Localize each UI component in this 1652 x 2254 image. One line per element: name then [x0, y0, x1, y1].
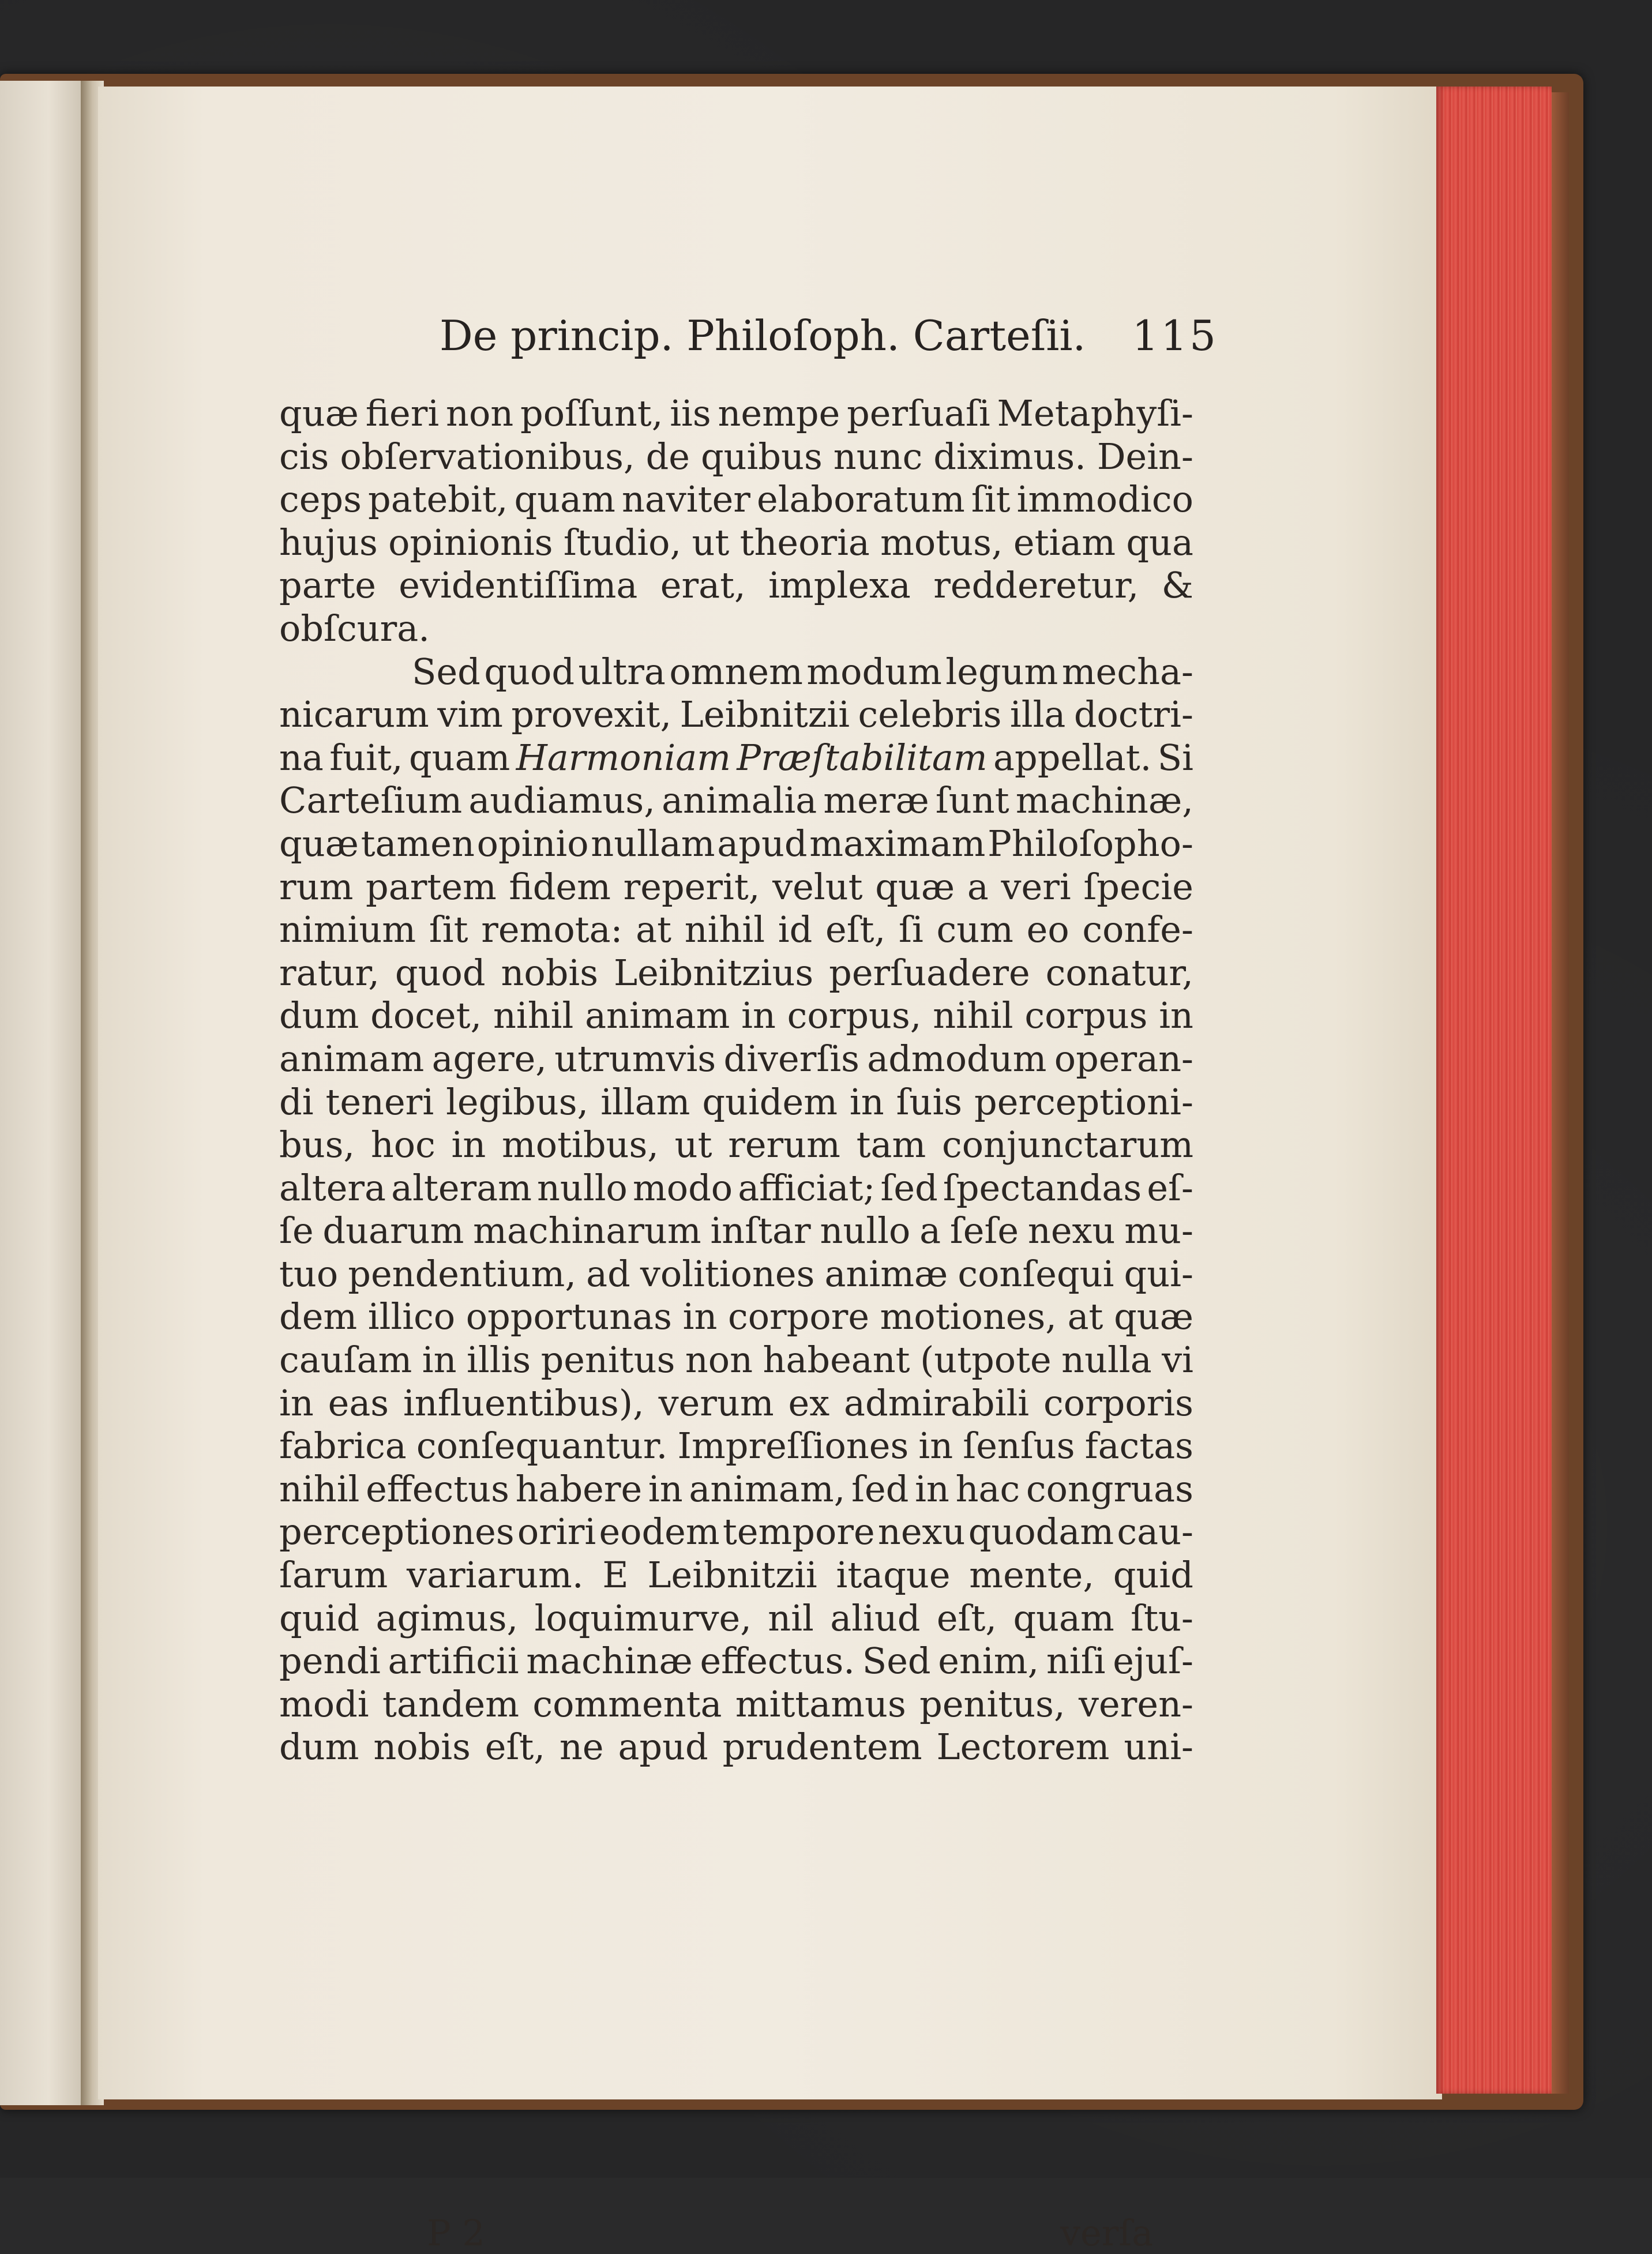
- text-line: [279, 866, 1193, 909]
- word: ut: [692, 521, 730, 564]
- word: ſit: [971, 478, 1011, 521]
- word: rum: [279, 865, 354, 908]
- word: opinio: [476, 822, 589, 865]
- word: niſi: [1046, 1640, 1106, 1682]
- word: quod: [395, 951, 486, 994]
- word: dem: [279, 1295, 358, 1338]
- word: audiamus,: [468, 779, 655, 822]
- word: tempore: [722, 1511, 875, 1553]
- word: implexa: [768, 564, 911, 607]
- word: nil: [768, 1596, 814, 1639]
- word: animæ: [824, 1252, 948, 1295]
- text-line: [279, 1124, 1193, 1167]
- word: perceptioni-: [974, 1080, 1193, 1123]
- text-line: [279, 478, 1193, 521]
- text-line: [279, 1382, 1193, 1425]
- word: E: [602, 1554, 629, 1596]
- word: corporis: [1043, 1381, 1193, 1424]
- word: quid: [279, 1596, 360, 1639]
- word: ſit: [429, 908, 468, 951]
- word: a: [967, 865, 989, 908]
- word: uni-: [1124, 1726, 1193, 1768]
- word: enim,: [938, 1640, 1039, 1682]
- word: mu-: [1124, 1209, 1193, 1252]
- text-line: [279, 952, 1193, 995]
- word: ſi: [899, 908, 923, 951]
- word: perceptiones: [279, 1511, 515, 1553]
- word: illam: [600, 1080, 690, 1123]
- word: machinæ: [526, 1640, 693, 1682]
- text-line: [279, 1726, 1193, 1769]
- word: eſt,: [825, 908, 886, 951]
- text-line: [279, 1038, 1193, 1081]
- word: tuo: [279, 1252, 339, 1295]
- word: fidem: [509, 865, 611, 908]
- word: rerum: [728, 1124, 840, 1166]
- word: Metaphyſi-: [997, 392, 1193, 434]
- word: fieri: [365, 392, 440, 434]
- word: oriri: [517, 1511, 596, 1553]
- text-line: [279, 1209, 1193, 1253]
- word: na: [279, 736, 324, 779]
- word: inſtar: [710, 1209, 811, 1252]
- word: in: [451, 1124, 486, 1166]
- word: nihil: [279, 1467, 360, 1510]
- word: ad: [586, 1252, 630, 1295]
- word: quam: [408, 736, 510, 779]
- text-line: [279, 1253, 1193, 1296]
- word: theoria: [739, 521, 870, 564]
- word: teneri: [325, 1080, 434, 1123]
- word: evidentiſſima: [399, 564, 638, 607]
- word: in: [648, 1467, 683, 1510]
- word: obſcura.: [279, 607, 430, 649]
- word: variarum.: [407, 1554, 584, 1596]
- word: nexu: [877, 1511, 966, 1553]
- word: ſeſe: [949, 1209, 1019, 1252]
- word: nihil: [933, 994, 1013, 1037]
- word: animam,: [689, 1467, 846, 1510]
- word: erat,: [660, 564, 746, 607]
- text-line: [279, 908, 1193, 952]
- word: redderetur,: [933, 564, 1139, 607]
- word: legum: [945, 650, 1058, 693]
- word: ut: [674, 1124, 712, 1166]
- word: nihil: [493, 994, 574, 1037]
- left-page-edge: [0, 81, 82, 2105]
- word: remota:: [481, 908, 623, 951]
- word: ſed: [851, 1467, 909, 1510]
- word: modi: [279, 1682, 369, 1725]
- word: confe-: [1082, 908, 1193, 951]
- word: congruas: [1026, 1467, 1193, 1510]
- word: ſpectandas: [943, 1166, 1142, 1209]
- word: quod: [484, 650, 575, 693]
- word: loquimurve,: [534, 1596, 752, 1639]
- word: mittamus: [735, 1682, 906, 1725]
- catchword: verſa: [1060, 2212, 1154, 2254]
- word: cauſam: [279, 1339, 412, 1381]
- word: nexu: [1027, 1209, 1116, 1252]
- text-line: [279, 1554, 1193, 1597]
- word: cis: [279, 435, 329, 478]
- word: naviter: [621, 478, 750, 521]
- word: hujus: [279, 521, 378, 564]
- word: Carteſium: [279, 779, 463, 822]
- word: machinarum: [473, 1209, 701, 1252]
- text-line: [279, 521, 1193, 565]
- word: ejuſ-: [1113, 1640, 1193, 1682]
- word: &: [1161, 564, 1193, 607]
- word: id: [778, 908, 813, 951]
- word: habeant: [763, 1339, 910, 1381]
- word: in: [915, 1467, 949, 1510]
- word: iis: [670, 392, 711, 434]
- text-line: [279, 435, 1193, 479]
- word: quodam: [968, 1511, 1114, 1553]
- word: mente,: [969, 1554, 1095, 1596]
- word: ratur,: [279, 951, 380, 994]
- word: conſequantur.: [416, 1425, 668, 1467]
- word: agere,: [431, 1037, 547, 1080]
- word: factas: [1084, 1425, 1193, 1467]
- word: eodem: [599, 1511, 720, 1553]
- word: admirabili: [844, 1381, 1030, 1424]
- word: illis: [467, 1339, 531, 1381]
- text-line: [279, 693, 1193, 737]
- word: Leibnitzius: [613, 951, 814, 994]
- word: diximus.: [933, 435, 1086, 478]
- word: utrumvis: [554, 1037, 716, 1080]
- word: vim: [437, 693, 503, 736]
- word: non: [446, 392, 514, 434]
- word: at: [1067, 1295, 1103, 1338]
- word: reperit,: [623, 865, 760, 908]
- word: Præſtabilitam: [737, 736, 988, 779]
- word: nullo: [537, 1166, 628, 1209]
- word: afficiat;: [738, 1166, 876, 1209]
- word: nunc: [833, 435, 923, 478]
- running-header: [440, 311, 1218, 375]
- word: perſuadere: [829, 951, 1030, 994]
- word: veren-: [1079, 1682, 1193, 1725]
- word: altera: [279, 1166, 386, 1209]
- word: corpus,: [787, 994, 922, 1037]
- word: animam: [585, 994, 730, 1037]
- word: quæ: [875, 865, 955, 908]
- word: perſuaſi: [847, 392, 990, 434]
- word: quæ: [279, 392, 359, 434]
- word: diverſis: [723, 1037, 859, 1080]
- word: penitus: [540, 1339, 675, 1381]
- word: dum: [279, 994, 359, 1037]
- word: alteram: [391, 1166, 532, 1209]
- word: influentibus),: [403, 1381, 644, 1424]
- cover-edge: [1552, 92, 1569, 2094]
- word: Philoſopho-: [988, 822, 1193, 865]
- word: quam: [514, 478, 615, 521]
- word: Lectorem: [936, 1726, 1110, 1768]
- word: admodum: [867, 1037, 1047, 1080]
- word: ſpecie: [1083, 865, 1193, 908]
- word: doctri-: [1073, 693, 1193, 736]
- word: fuit,: [329, 736, 403, 779]
- word: verum: [658, 1381, 774, 1424]
- word: Sed: [862, 1640, 931, 1682]
- word: corpore: [727, 1295, 870, 1338]
- word: etiam: [1013, 521, 1116, 564]
- word: nobis: [501, 951, 599, 994]
- word: in: [422, 1339, 457, 1381]
- word: nihil: [684, 908, 765, 951]
- word: apud: [717, 822, 808, 865]
- word: omnem: [669, 650, 803, 693]
- word: nullo: [820, 1209, 911, 1252]
- text-line: [279, 607, 1193, 651]
- word: ſed: [880, 1166, 938, 1209]
- text-line: [279, 564, 1193, 607]
- word: conjunctarum: [941, 1124, 1193, 1166]
- word: duarum: [322, 1209, 464, 1252]
- text-line: [279, 1425, 1193, 1468]
- word: non: [685, 1339, 753, 1381]
- text-line: [279, 1468, 1193, 1511]
- word: itaque: [836, 1554, 951, 1596]
- word: aliud: [830, 1596, 921, 1639]
- word: quidem: [702, 1080, 838, 1123]
- text-line: [279, 737, 1193, 780]
- word: operan-: [1054, 1037, 1193, 1080]
- word: quibus: [700, 435, 823, 478]
- word: ex: [788, 1381, 830, 1424]
- word: in: [849, 1080, 884, 1123]
- word: ceps: [279, 478, 362, 521]
- word: vi: [1162, 1339, 1193, 1381]
- word: qua: [1126, 521, 1193, 564]
- word: modum: [806, 650, 942, 693]
- word: parte: [279, 564, 376, 607]
- word: in: [1159, 994, 1193, 1037]
- signature-mark: P 2: [427, 2212, 485, 2254]
- word: in: [741, 994, 776, 1037]
- text-line: [279, 651, 1193, 694]
- word: motibus,: [501, 1124, 659, 1166]
- word: dum: [279, 1726, 359, 1768]
- word: ſe: [279, 1209, 314, 1252]
- word: hac: [955, 1467, 1020, 1510]
- word: opportunas: [465, 1295, 672, 1338]
- word: eo: [1026, 908, 1069, 951]
- word: opinionis: [388, 521, 553, 564]
- word: eſ-: [1147, 1166, 1193, 1209]
- word: nempe: [718, 392, 840, 434]
- word: Harmoniam: [516, 736, 731, 779]
- word: a: [919, 1209, 941, 1252]
- text-line: [279, 1683, 1193, 1726]
- word: provexit,: [511, 693, 672, 736]
- word: motus,: [880, 521, 1003, 564]
- word: veri: [1001, 865, 1071, 908]
- red-page-edges: [1436, 87, 1552, 2094]
- word: legibus,: [446, 1080, 589, 1123]
- word: effectus.: [700, 1640, 855, 1682]
- word: ſtudio,: [563, 521, 682, 564]
- word: agimus,: [376, 1596, 519, 1639]
- word: tamen: [361, 822, 475, 865]
- word: immodico: [1016, 478, 1193, 521]
- word: illa: [1009, 693, 1066, 736]
- word: pendentium,: [348, 1252, 577, 1295]
- word: volitiones: [640, 1252, 815, 1295]
- word: motiones,: [880, 1295, 1057, 1338]
- word: penitus,: [919, 1682, 1065, 1725]
- word: nullam: [591, 822, 715, 865]
- word: animalia: [662, 779, 817, 822]
- word: in: [682, 1295, 718, 1338]
- word: eſt,: [485, 1726, 546, 1768]
- word: di: [279, 1080, 314, 1123]
- text-line: [279, 1339, 1193, 1382]
- word: tandem: [382, 1682, 519, 1725]
- word: tam: [856, 1124, 926, 1166]
- word: apud: [618, 1726, 708, 1768]
- word: quam: [1013, 1596, 1114, 1639]
- text-line: [279, 1081, 1193, 1124]
- text-line: [279, 822, 1193, 866]
- word: commenta: [532, 1682, 722, 1725]
- word: artificii: [388, 1640, 519, 1682]
- word: ſtu-: [1131, 1596, 1193, 1639]
- word: effectus: [366, 1467, 509, 1510]
- word: machinæ,: [1015, 779, 1193, 822]
- word: celebris: [858, 693, 1002, 736]
- word: ne: [559, 1726, 604, 1768]
- word: elaboratum: [757, 478, 965, 521]
- word: habere: [515, 1467, 643, 1510]
- word: quid: [1113, 1554, 1193, 1596]
- word: Dein-: [1097, 435, 1193, 478]
- word: at: [636, 908, 672, 951]
- word: poſſunt,: [520, 392, 663, 434]
- word: quæ: [279, 822, 359, 865]
- word: docet,: [370, 994, 482, 1037]
- word: meræ: [823, 779, 929, 822]
- text-line: [279, 1167, 1193, 1210]
- word: Impreſſiones: [677, 1425, 909, 1467]
- word: animam: [279, 1037, 425, 1080]
- word: illico: [367, 1295, 456, 1338]
- word: nimium: [279, 908, 416, 951]
- word: pendi: [279, 1640, 381, 1682]
- text-line: [279, 1295, 1193, 1339]
- word: ſarum: [279, 1554, 388, 1596]
- body-text: [279, 392, 1193, 1769]
- text-line: [279, 1511, 1193, 1554]
- word: quæ: [1114, 1295, 1193, 1338]
- word: conatur,: [1045, 951, 1193, 994]
- text-line: [279, 1597, 1193, 1640]
- word: appellat.: [993, 736, 1152, 779]
- word: in: [279, 1381, 314, 1424]
- word: ſuis: [896, 1080, 963, 1123]
- word: qui-: [1124, 1252, 1193, 1295]
- word: prudentem: [722, 1726, 922, 1768]
- text-line: [279, 1640, 1193, 1683]
- word: eas: [328, 1381, 389, 1424]
- word: bus,: [279, 1124, 355, 1166]
- word: nobis: [373, 1726, 471, 1768]
- word: mecha-: [1061, 650, 1193, 693]
- word: fabrica: [279, 1425, 407, 1467]
- word: nulla: [1061, 1339, 1152, 1381]
- word: eſt,: [936, 1596, 997, 1639]
- word: partem: [366, 865, 497, 908]
- word: Leibnitzii: [647, 1554, 817, 1596]
- word: Leibnitzii: [679, 693, 850, 736]
- word: Si: [1157, 736, 1193, 779]
- word: ſenſus: [963, 1425, 1075, 1467]
- word: obſervationibus,: [340, 435, 635, 478]
- word: cum: [936, 908, 1013, 951]
- word: patebit,: [368, 478, 508, 521]
- word: velut: [772, 865, 863, 908]
- page-number: 115: [1132, 311, 1218, 360]
- word: hoc: [370, 1124, 435, 1166]
- word: de: [645, 435, 690, 478]
- word: ſunt: [935, 779, 1009, 822]
- word: ultra: [578, 650, 666, 693]
- text-line: [279, 779, 1193, 822]
- text-line: [279, 994, 1193, 1038]
- word: nicarum: [279, 693, 429, 736]
- word: maximam: [809, 822, 986, 865]
- word: corpus: [1024, 994, 1148, 1037]
- word: (utpote: [920, 1339, 1052, 1381]
- running-title: De princip. Philoſoph. Carteſii.: [440, 311, 1086, 360]
- word: Sed: [412, 650, 480, 693]
- word: in: [918, 1425, 953, 1467]
- text-line: [279, 392, 1193, 435]
- word: conſequi: [958, 1252, 1114, 1295]
- word: cau-: [1117, 1511, 1193, 1553]
- word: modo: [632, 1166, 733, 1209]
